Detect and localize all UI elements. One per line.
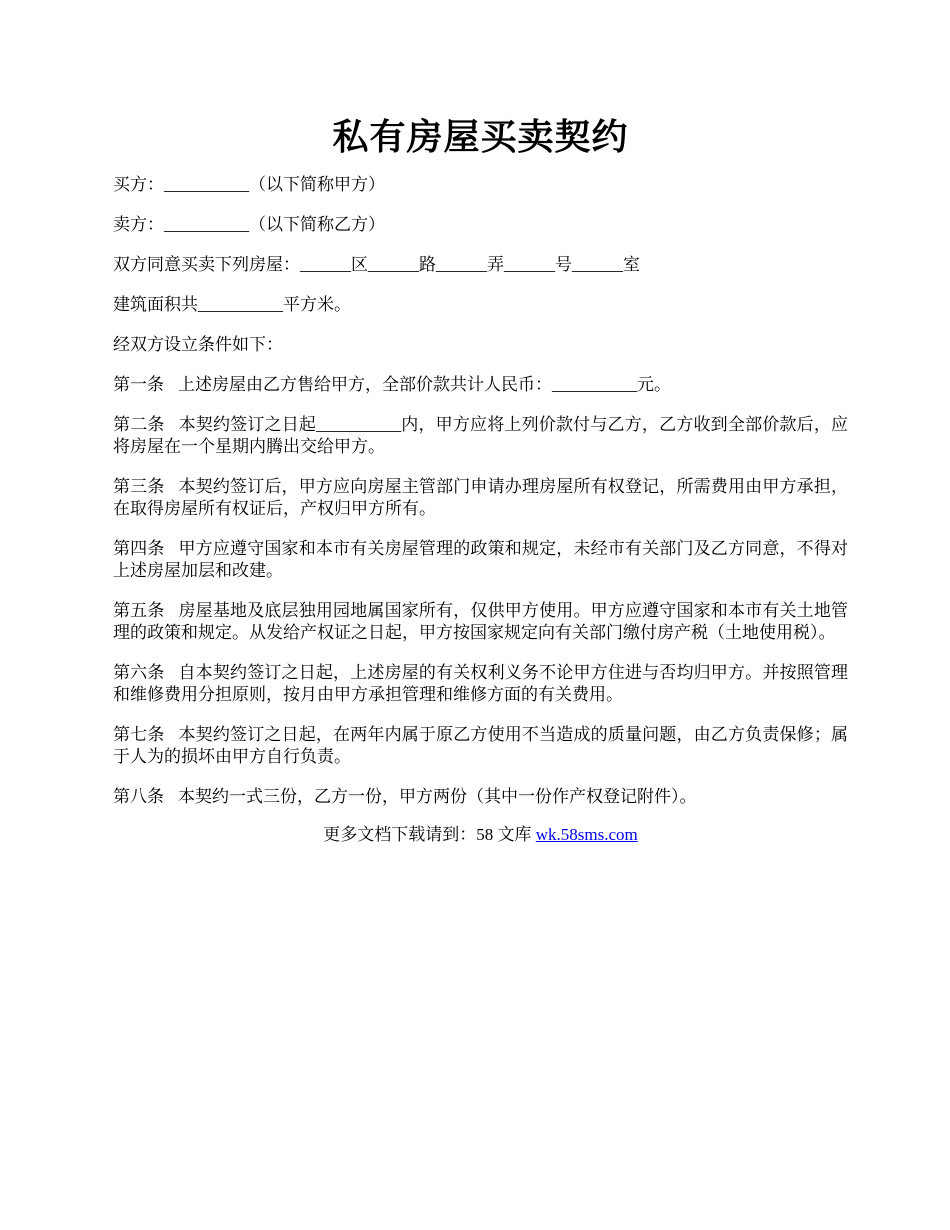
article-8-label: 第八条	[113, 787, 164, 806]
article-6-text: 自本契约签订之日起，上述房屋的有关权利义务不论甲方住进与否均归甲方。并按照管理和维修费用分担原则，按月由甲方承担管理和维修方面的有关费用。	[113, 663, 849, 704]
article-2	[113, 414, 848, 458]
document-title: 私有房屋买卖契约	[332, 117, 629, 157]
article-6	[113, 662, 848, 706]
article-4-label: 第四条	[113, 539, 165, 558]
article-1-label: 第一条	[113, 375, 164, 394]
building-area-line: 建筑面积共__________平方米。	[113, 295, 351, 314]
article-1	[113, 374, 848, 396]
article-3-label: 第三条	[113, 477, 165, 496]
article-5-label: 第五条	[113, 601, 165, 620]
seller-line: 卖方：__________（以下简称乙方）	[113, 215, 385, 234]
article-6-label: 第六条	[113, 663, 165, 682]
article-8-text: 本契约一式三份，乙方一份，甲方两份（其中一份作产权登记附件）。	[178, 787, 697, 806]
article-5-text: 房屋基地及底层独用园地属国家所有，仅供甲方使用。甲方应遵守国家和本市有关土地管理的政策和规定。从发给产权证之日起，甲方按国家规定向有关部门缴付房产税（土地使用税）。	[113, 601, 849, 642]
article-2-label: 第二条	[113, 415, 165, 434]
article-5	[113, 600, 848, 644]
article-1-text: 上述房屋由乙方售给甲方，全部价款共计人民币：__________元。	[178, 375, 671, 394]
article-4-text: 甲方应遵守国家和本市有关房屋管理的政策和规定，未经市有关部门及乙方同意，不得对上述房屋加层和改建。	[113, 539, 849, 580]
article-7-label: 第七条	[113, 725, 165, 744]
footer-line	[113, 824, 848, 846]
footer-link[interactable]: wk.58sms.com	[535, 825, 638, 844]
article-2-text: 本契约签订之日起__________内，甲方应将上列价款付与乙方，乙方收到全部价款后，应将房屋在一个星期内腾出交给甲方。	[113, 415, 849, 456]
article-8	[113, 786, 848, 808]
buyer-line: 买方：__________（以下简称甲方）	[113, 175, 385, 194]
footer-text: 更多文档下载请到：58 文库	[323, 825, 536, 844]
article-7	[113, 724, 848, 768]
document-page	[113, 110, 848, 846]
article-3-text: 本契约签订后，甲方应向房屋主管部门申请办理房屋所有权登记，所需费用由甲方承担，在取得房屋所有权证后，产权归甲方所有。	[113, 477, 849, 518]
article-4	[113, 538, 848, 582]
conditions-intro: 经双方设立条件如下：	[113, 335, 283, 354]
house-address-line: 双方同意买卖下列房屋：______区______路______弄______号______室	[113, 255, 640, 274]
article-7-text: 本契约签订之日起，在两年内属于原乙方使用不当造成的质量问题，由乙方负责保修；属于人为的损坏由甲方自行负责。	[113, 725, 849, 766]
article-3	[113, 476, 848, 520]
